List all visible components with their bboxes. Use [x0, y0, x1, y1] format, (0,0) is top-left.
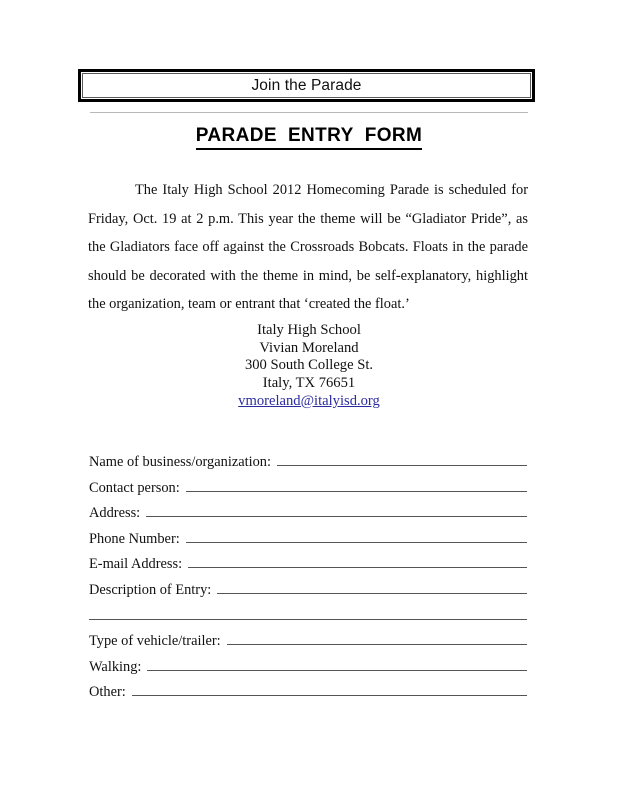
field-label-walking: Walking: [89, 658, 142, 675]
field-input-email-address[interactable] [188, 552, 527, 568]
field-label-email-address: E-mail Address: [89, 556, 183, 573]
field-row-other [89, 680, 527, 706]
page-title-underline [196, 125, 422, 150]
field-label-type-of-vehicle: Type of vehicle/trailer: [89, 633, 221, 650]
field-label-address: Address: [89, 505, 141, 522]
field-label-phone-number: Phone Number: [89, 530, 180, 547]
field-row-description-of-entry [89, 578, 527, 604]
field-label-other: Other: [89, 684, 126, 701]
field-row-email-address [89, 552, 527, 578]
field-row-type-of-vehicle [89, 629, 527, 655]
field-row-name-of-business [89, 450, 527, 476]
field-label-contact-person: Contact person: [89, 479, 180, 496]
field-input-description-continuation[interactable] [89, 604, 527, 620]
page-title-word-parade: PARADE [195, 125, 277, 146]
contact-street: 300 South College St. [244, 357, 374, 374]
contact-block [0, 322, 618, 411]
intro-paragraph: The Italy High School 2012 Homecoming Parade is scheduled for Friday, Oct. 19 at 2 p.m. This year the theme will be “Gladiator Pride”, as the Gladiators face off against the Crossroads Bobcats. Floats in the parade should be decorated with the theme in mind, be self-explanatory, highlight the organization, team or entrant that ‘created the float.’ [88, 182, 528, 313]
page-title-word-form: FORM [364, 125, 423, 146]
contact-city-state-zip: Italy, TX 76651 [262, 375, 356, 392]
header-banner-inner [82, 73, 531, 98]
field-row-description-continuation [89, 604, 527, 630]
header-banner-box [78, 69, 535, 102]
field-input-name-of-business[interactable] [277, 450, 527, 466]
field-input-phone-number[interactable] [186, 527, 527, 543]
field-row-contact-person [89, 476, 527, 502]
page-title-word-entry: ENTRY [287, 125, 354, 146]
field-label-description-of-entry: Description of Entry: [89, 581, 212, 598]
field-row-walking [89, 655, 527, 681]
field-input-type-of-vehicle[interactable] [227, 629, 527, 645]
field-input-description-of-entry[interactable] [217, 578, 527, 594]
form-fields-list [89, 450, 527, 706]
field-row-phone-number [89, 527, 527, 553]
header-divider-rule [90, 112, 528, 113]
contact-organization: Italy High School [257, 322, 361, 338]
contact-email-link[interactable]: vmoreland@italyisd.org [238, 392, 380, 409]
field-label-name-of-business: Name of business/organization: [89, 454, 271, 470]
field-input-walking[interactable] [147, 655, 527, 671]
field-row-address [89, 501, 527, 527]
contact-person: Vivian Moreland [259, 339, 359, 356]
field-input-other[interactable] [132, 680, 527, 696]
header-banner-title: Join the Parade [251, 76, 362, 94]
field-input-address[interactable] [146, 501, 527, 517]
field-input-contact-person[interactable] [186, 476, 527, 492]
page-title [0, 125, 618, 150]
